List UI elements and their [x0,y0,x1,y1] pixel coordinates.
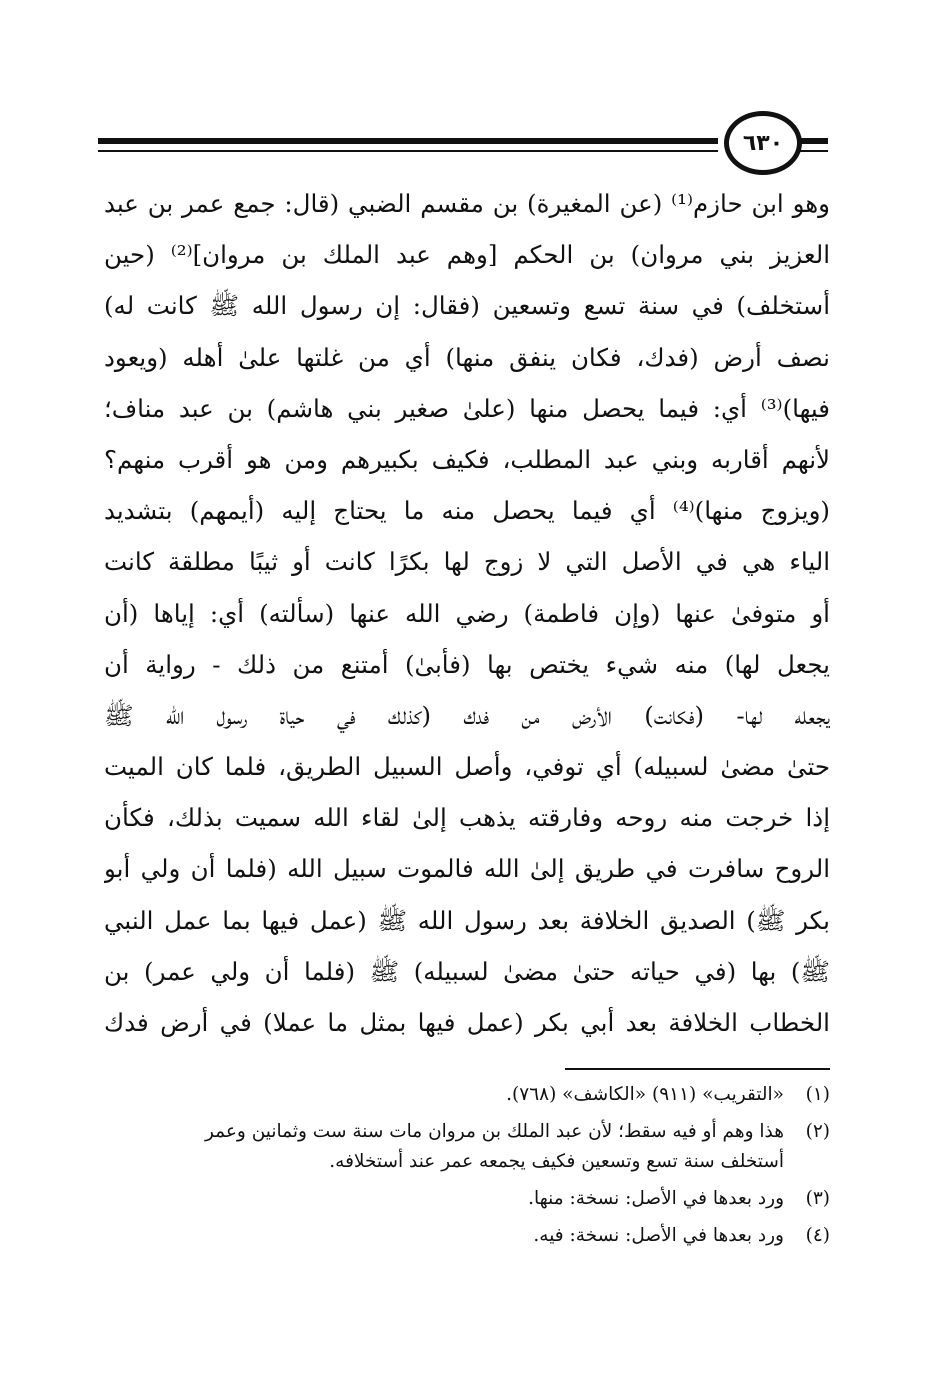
body-text [104,178,830,1048]
body-line: أستخلف) في سنة تسع وتسعين (فقال: إن رسول الله ﷺ كانت له) [104,291,830,321]
body-line: حتىٰ مضىٰ لسبيله) أي توفي، وأصل السبيل الطريق، فلما كان الميت [104,752,830,782]
header-rule-right [800,138,828,144]
body-line: نصف أرض (فدك، فكان ينفق منها) أي من غلتها علىٰ أهله (ويعود [104,342,830,372]
footnote-text [104,1117,784,1177]
body-line: (ويزوج منها)⁽⁴⁾ أي فيما يحصل منه ما يحتاج إليه (أيمهم) بتشديد [104,496,830,526]
body-line: بكر ﷺ) الصديق الخلافة بعد رسول الله ﷺ (عمل فيها بما عمل النبي [104,905,830,935]
footnote-text [104,1080,784,1110]
body-line: يجعله لها- (فكانت) الأرض من فدك (كذلك في حياة رسول الله ﷺ [104,700,830,730]
footnote-number: (٣) [805,1188,830,1209]
footnote-divider [565,1068,830,1070]
body-line: إذا خرجت منه روحه وفارقته يذهب إلىٰ لقاء الله سميت بذلك، فكأن [104,803,830,833]
footnote-2 [104,1117,830,1177]
header-rule-right-thin [800,150,828,152]
body-line: الياء هي في الأصل التي لا زوج لها بكرًا كانت أو ثيبًا مطلقة كانت [104,547,830,577]
header-rule-thin [98,150,718,152]
footnote-3 [104,1184,830,1214]
footnotes [104,1080,830,1258]
body-line: الروح سافرت في طريق إلىٰ الله فالموت سبيل الله (فلما أن ولي أبو [104,854,830,884]
footnote-number: (٤) [805,1225,830,1246]
footnote-4 [104,1221,830,1251]
body-line: فيها)⁽³⁾ أي: فيما يحصل منها (علىٰ صغير بني هاشم) بن عبد مناف؛ [104,393,830,423]
body-line: ﷺ) بها (في حياته حتىٰ مضىٰ لسبيله) ﷺ (فلما أن ولي عمر) بن [104,956,830,986]
page-number: ٦٣٠ [724,111,802,175]
footnote-number: (٢) [805,1121,830,1142]
footnote-line: أستخلف سنة تسع وتسعين فكيف يجمعه عمر عند أستخلافه. [329,1151,784,1172]
header-rule-thick [98,138,718,144]
body-line: العزيز بني مروان) بن الحكم [وهم عبد الملك بن مروان]⁽²⁾ (حين [104,240,830,270]
footnote-line: ورد بعدها في الأصل: نسخة: منها. [528,1188,784,1209]
body-line: أو متوفىٰ عنها (وإن فاطمة) رضي الله عنها (سألته) أي: إياها (أن [104,598,830,628]
footnote-line: ورد بعدها في الأصل: نسخة: فيه. [533,1225,784,1246]
body-line: وهو ابن حازم⁽¹⁾ (عن المغيرة) بن مقسم الضبي (قال: جمع عمر بن عبد [104,189,830,218]
footnote-line: «التقريب» (٩١١) «الكاشف» (٧٦٨). [506,1084,784,1105]
body-line: لأنهم أقاربه وبني عبد المطلب، فكيف بكبيرهم ومن هو أقرب منهم؟ [104,444,830,474]
body-line: الخطاب الخلافة بعد أبي بكر (عمل فيها بمثل ما عملا) في أرض فدك [104,1008,830,1037]
footnote-text [104,1221,784,1251]
footnote-1 [104,1080,830,1110]
page-header [98,108,828,178]
footnote-text [104,1184,784,1214]
footnote-number: (١) [805,1084,830,1105]
body-line: يجعل لها) منه شيء يختص بها (فأبىٰ) أمتنع من ذلك - رواية أن [104,649,830,679]
footnote-line: هذا وهم أو فيه سقط؛ لأن عبد الملك بن مروان مات سنة ست وثمانين وعمر [204,1121,784,1142]
